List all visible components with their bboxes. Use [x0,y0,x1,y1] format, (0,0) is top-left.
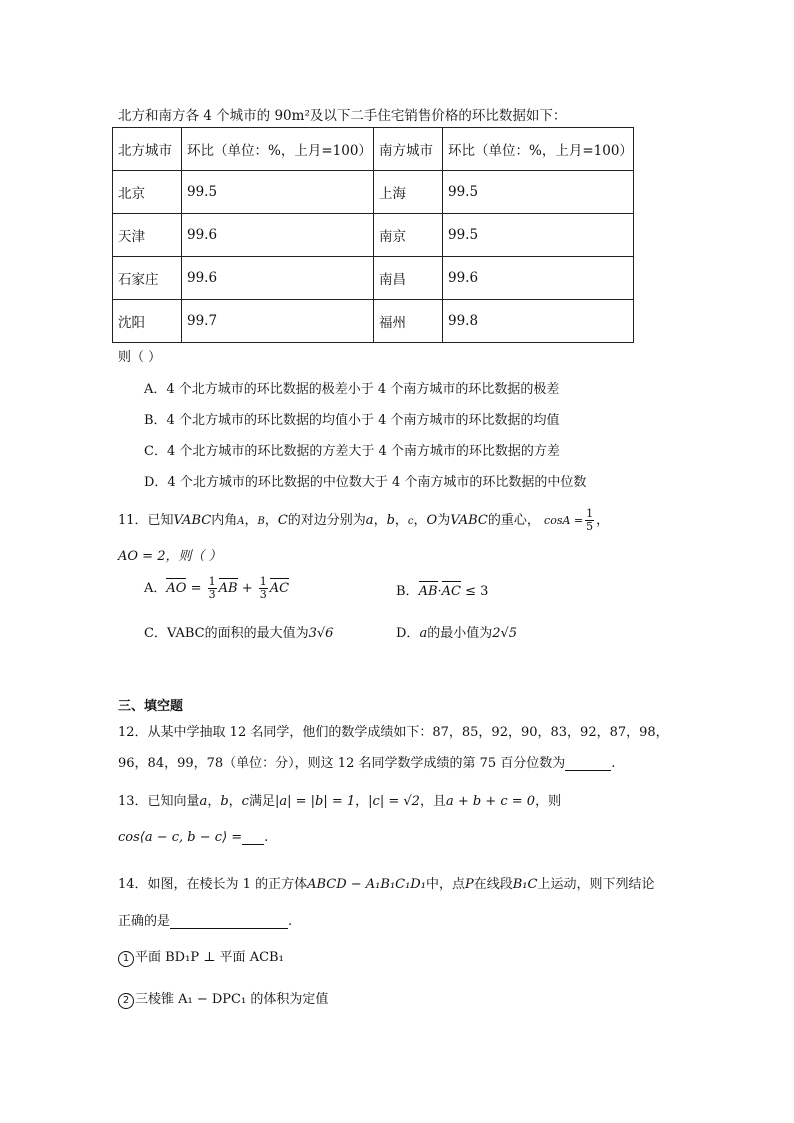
circled-number: 2 [118,993,134,1009]
table-cell: 99.5 [443,214,634,257]
q13-line1 [118,790,561,809]
q13-text: ， [207,794,221,809]
table-intro: 北方和南方各 4 个城市的 90m²及以下二手住宅销售价格的环比数据如下： [118,108,567,124]
q13-text: 13．已知向量 [118,794,200,809]
op: + [237,581,257,596]
q14-line2 [118,910,292,929]
table-cell: 沈阳 [113,300,182,343]
table-row [113,300,634,343]
q11-var: B [257,516,265,527]
q11-text: 的对边分别为 [287,513,366,528]
q11-triangle: VABC [450,513,488,528]
q12-line1: 12．从某中学抽取 12 名同学，他们的数学成绩如下：87，85，92，90，83，92，87，98， [118,725,669,740]
frac-num: 1 [586,507,594,520]
table-cell: 福州 [374,300,443,343]
table-cell: 石家庄 [113,257,182,300]
table-header-cell: 环比（单位：%，上月=100） [443,128,634,171]
q14-text: 14．如图，在棱长为 1 的正方体 [118,877,308,892]
q13-line2 [118,830,268,845]
q11-var: O [426,513,438,528]
table-cell: 99.6 [443,257,634,300]
q14-text: 中，点 [425,877,465,892]
circled-number: 1 [118,951,134,967]
answer-blank[interactable] [242,844,264,845]
q14-statement-2 [118,988,328,1009]
q14-statement-1 [118,946,284,967]
option-label: D． [396,626,420,641]
q10-option-c: C．4 个北方城市的环比数据的方差大于 4 个南方城市的环比数据的方差 [144,444,560,459]
table-cell: 99.7 [182,300,374,343]
option-var: a [419,626,428,641]
q14-end: . [288,914,293,929]
q11-option-a [144,576,289,601]
table-cell: 天津 [113,214,182,257]
fraction [208,576,217,601]
answer-blank[interactable] [170,928,288,929]
q12-line2 [118,752,615,771]
option-label: A． [144,581,167,596]
table-header-row [113,128,634,171]
section-title: 三、填空题 [118,699,184,714]
q11-text: 为 [437,513,451,528]
frac-den: 3 [259,588,267,601]
q14-segment: B₁C [512,877,538,892]
q13-expression: cos⟨a − c, b − c⟩ = [118,830,243,845]
table-row [113,257,634,300]
q13-var: b [220,794,229,809]
q11-cos: cosA = [544,514,584,527]
q14-text: 上运动，则下列结论 [537,877,655,892]
q10-option-a: A．4 个北方城市的环比数据的极差小于 4 个南方城市的环比数据的极差 [144,382,560,397]
op: ≤ 3 [461,584,489,599]
q11-fraction [585,508,594,533]
q13-condition: |c| = √2 [368,794,420,809]
table-cell: 北京 [113,171,182,214]
q13-text: ，则 [535,794,562,809]
op: · [437,584,442,599]
q10-stem: 则（ ） [118,350,162,365]
q11-var: C [277,513,288,528]
table-header-cell: 环比（单位：%，上月=100） [182,128,374,171]
q11-option-c [144,622,333,641]
answer-blank[interactable] [565,770,611,771]
q11-var: a [365,513,374,528]
option-text: C．VABC的面积的最大值为 [144,626,309,641]
q11-option-d [396,622,517,641]
q11-text: ， [596,513,610,528]
table-cell: 99.6 [182,257,374,300]
q11-stem: 11．已知VABC内角A，B，C的对边分别为a，b，c，O为VABC的重心， cosA = $\frac{1}{5}$ ， [118,507,610,533]
op: = [186,581,206,596]
table-cell: 99.8 [443,300,634,343]
q13-text: 满足 [248,794,275,809]
q11-option-b [396,580,488,599]
table-row [113,214,634,257]
price-index-table [112,127,634,343]
q11-triangle: VABC [173,513,212,528]
q11-var: A [237,516,245,527]
table-cell: 上海 [374,171,443,214]
q10-option-d: D．4 个北方城市的环比数据的中位数大于 4 个南方城市的环比数据的中位数 [144,475,587,490]
q13-end: . [264,830,269,845]
table-header-cell: 北方城市 [113,128,182,171]
q11-var: c [407,516,414,527]
table-row [113,171,634,214]
vector: AC [441,584,461,599]
q12-text: 96，84，99，78（单位：分），则这 12 名同学数学成绩的第 75 百分位数为 [118,756,566,771]
vector: AO [166,581,187,596]
q13-condition: a + b + c = 0 [445,794,536,809]
table-header-cell: 南方城市 [374,128,443,171]
vector: AC [269,581,290,596]
q12-end: . [611,756,616,771]
table-cell: 99.5 [182,171,374,214]
frac-den: 3 [208,588,216,601]
q14-line1 [118,873,654,892]
table-cell: 南昌 [374,257,443,300]
q14-text: 在线段 [473,877,513,892]
q11-text: AO = 2，则（ ） [118,549,222,564]
q14-statement-text: 平面 BD₁P ⊥ 平面 ACB₁ [135,950,284,965]
frac-den: 5 [586,520,594,533]
frac-num: 1 [208,575,216,588]
option-value: 3√6 [308,626,334,641]
q11-text: 的重心， [487,513,540,528]
q14-statement-text: 三棱锥 A₁ − DPC₁ 的体积为定值 [135,992,329,1007]
q13-text: ， [355,794,369,809]
q14-text: 正确的是 [118,914,171,929]
q10-option-b: B．4 个北方城市的环比数据的均值小于 4 个南方城市的环比数据的均值 [144,413,560,428]
table-cell: 99.6 [182,214,374,257]
option-text: 的最小值为 [427,626,493,641]
q14-cube: ABCD − A₁B₁C₁D₁ [307,877,426,892]
q11-line2 [118,545,222,564]
frac-num: 1 [259,575,267,588]
table-cell: 99.5 [443,171,634,214]
q11-text: 11．已知 [118,513,174,528]
q13-condition: |a| = |b| = 1 [274,794,356,809]
option-value: 2√5 [492,626,518,641]
fraction [259,576,268,601]
vector: AB [218,581,238,596]
q13-text: ，且 [419,794,446,809]
q11-text: 内角 [211,513,238,528]
q14-var: P [464,877,474,892]
vector: AB [418,584,438,599]
q13-var: c [241,794,249,809]
q11-var: b [386,513,395,528]
q13-text: ， [228,794,242,809]
table-cell: 南京 [374,214,443,257]
option-label: B． [396,584,419,599]
q13-var: a [199,794,208,809]
